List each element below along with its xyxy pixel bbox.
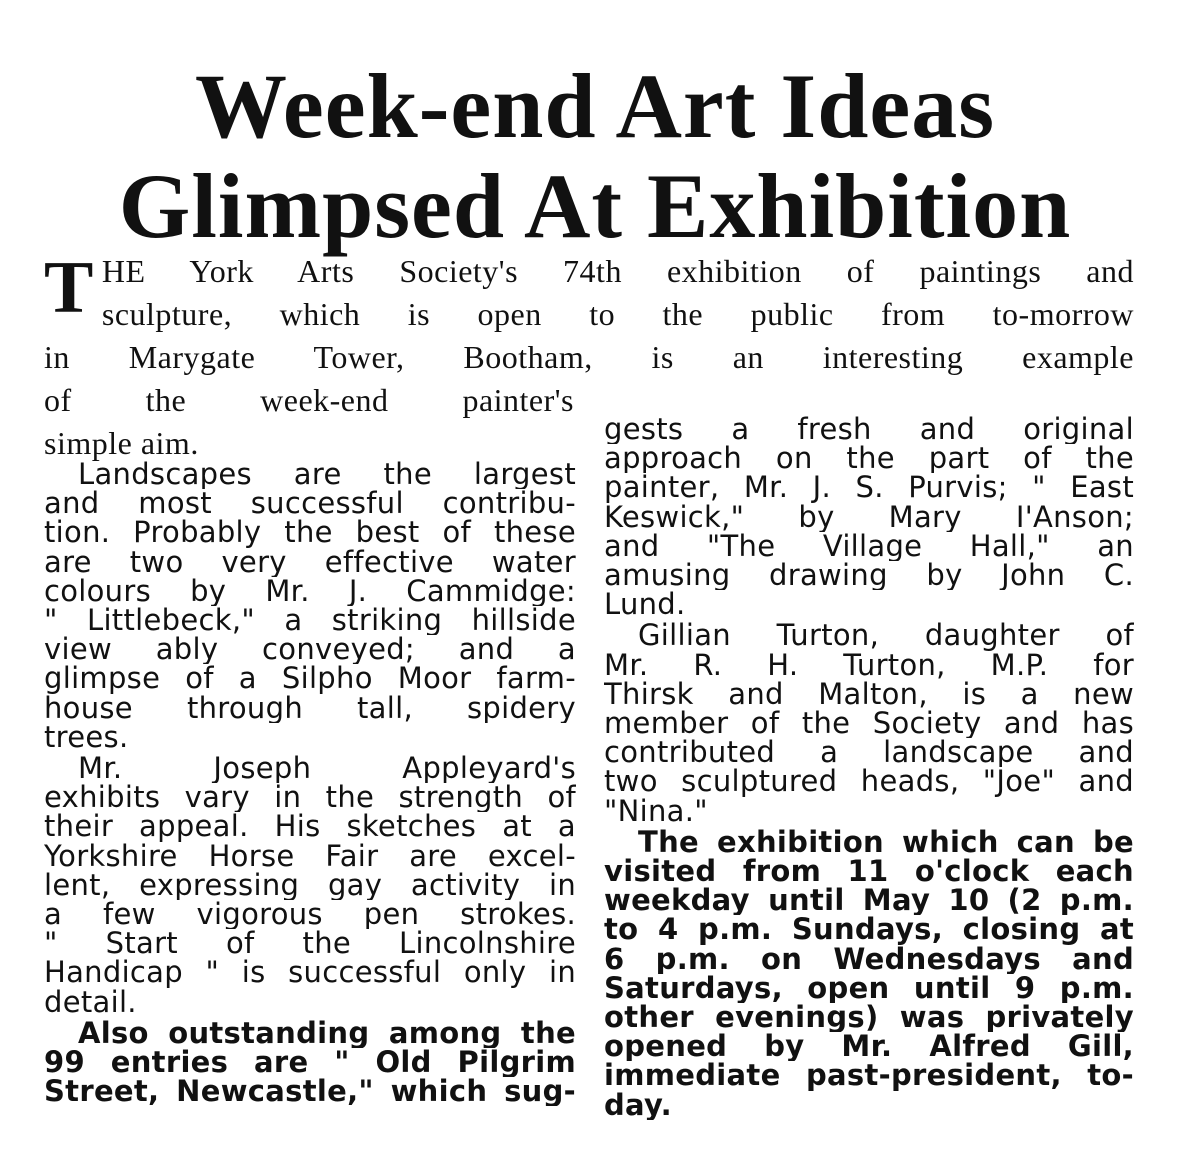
text-line: Street, Newcastle," which sug- <box>44 1077 576 1107</box>
text-line: Yorkshire Horse Fair are excel- <box>44 841 576 871</box>
left-column <box>44 458 576 1106</box>
text-line: tion. Probably the best of these <box>44 518 576 548</box>
text-line: trees. <box>44 722 129 753</box>
right-paragraph-1 <box>604 415 1134 619</box>
left-paragraph-1 <box>44 460 576 752</box>
headline <box>40 56 1150 256</box>
right-paragraph-2 <box>604 621 1134 825</box>
text-line: Mr. Joseph Appleyard's <box>78 754 576 784</box>
text-line: " Start of the Lincolnshire <box>44 929 576 959</box>
text-line: Landscapes are the largest <box>78 460 576 490</box>
text-line: The exhibition which can be <box>638 827 1134 858</box>
left-paragraph-3 <box>44 1019 576 1107</box>
intro-line: of the week-end painter's <box>44 382 574 418</box>
text-line: detail. <box>44 987 137 1017</box>
text-line: Lund. <box>604 590 686 620</box>
text-line: gests a fresh and original <box>604 415 1134 445</box>
text-line: day. <box>604 1090 672 1120</box>
text-line: Keswick," by Mary I'Anson; <box>604 502 1134 532</box>
text-line: lent, expressing gay activity in <box>44 870 576 901</box>
text-line: Handicap " is successful only in <box>44 958 576 988</box>
headline-line-2: Glimpsed At Exhibition <box>118 155 1072 257</box>
text-line: glimpse of a Silpho Moor farm- <box>44 664 576 694</box>
text-line: Thirsk and Malton, is a new <box>604 679 1134 710</box>
text-line: colours by Mr. J. Cammidge: <box>44 576 576 607</box>
text-line: "Nina." <box>604 796 708 826</box>
text-line: to 4 p.m. Sundays, closing at <box>604 915 1134 945</box>
text-line: other evenings) was privately <box>604 1003 1134 1033</box>
text-line: are two very effective water <box>44 547 576 577</box>
text-line: visited from 11 o'clock each <box>604 857 1134 887</box>
text-line: view ably conveyed; and a <box>44 635 576 665</box>
text-line: approach on the part of the <box>604 444 1134 474</box>
text-line: immediate past-president, to- <box>604 1061 1134 1091</box>
text-line: and most successful contribu- <box>44 489 576 519</box>
text-line: painter, Mr. J. S. Purvis; " East <box>604 473 1134 503</box>
text-line: and "The Village Hall," an <box>604 531 1134 562</box>
text-line: house through tall, spidery <box>44 693 576 723</box>
text-line: amusing drawing by John C. <box>604 561 1134 591</box>
text-line: weekday until May 10 (2 p.m. <box>604 886 1134 916</box>
right-column <box>604 413 1134 1120</box>
intro-line: HE York Arts Society's 74th exhibition of paintings and <box>101 253 1134 289</box>
text-line: 6 p.m. on Wednesdays and <box>604 944 1134 974</box>
text-line: contributed a landscape and <box>604 738 1134 768</box>
text-line: Mr. R. H. Turton, M.P. for <box>604 650 1134 680</box>
text-line: member of the Society and has <box>604 709 1134 739</box>
text-line: two sculptured heads, "Joe" and <box>604 767 1134 797</box>
drop-cap: T <box>44 247 94 329</box>
intro-line: simple aim. <box>44 425 199 461</box>
left-paragraph-2 <box>44 754 576 1017</box>
text-line: Saturdays, open until 9 p.m. <box>604 973 1134 1004</box>
headline-line-1: Week-end Art Ideas <box>195 55 995 157</box>
text-line: opened by Mr. Alfred Gill, <box>604 1032 1134 1062</box>
intro-line: sculpture, which is open to the public from to-morrow <box>101 296 1134 332</box>
text-line: Also outstanding among the <box>78 1018 576 1049</box>
text-line: 99 entries are " Old Pilgrim <box>44 1048 576 1078</box>
text-line: Gillian Turton, daughter of <box>638 621 1134 651</box>
text-line: " Littlebeck," a striking hillside <box>44 606 576 636</box>
text-line: exhibits vary in the strength of <box>44 783 576 813</box>
intro-line: in Marygate Tower, Bootham, is an interesting example <box>44 339 1134 375</box>
text-line: a few vigorous pen strokes. <box>44 900 576 930</box>
text-line: their appeal. His sketches at a <box>44 812 576 842</box>
right-paragraph-3 <box>604 828 1134 1120</box>
